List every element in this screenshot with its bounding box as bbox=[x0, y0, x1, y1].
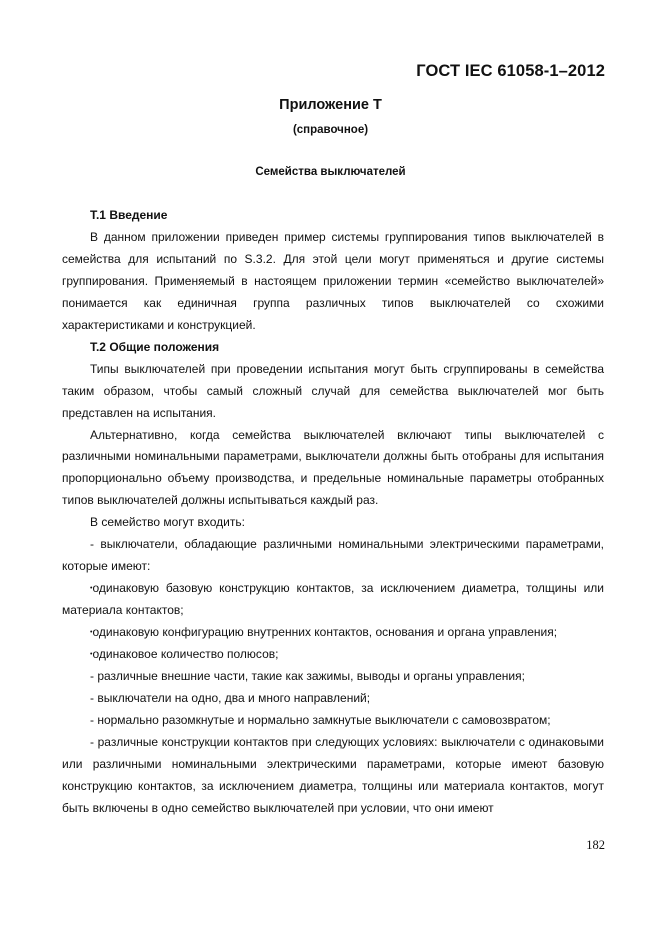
list-item-external-parts: - различные внешние части, такие как зажимы, выводы и органы управления; bbox=[90, 669, 525, 684]
sublist-item-text: одинаковое количество полюсов; bbox=[92, 647, 279, 662]
list-item-contact-constructions: - различные конструкции контактов при следующих условиях: выключатели с одинаковыми или различными номинальными электрическими параметрами, которые имеют базовую конструкцию контактов, за исключением диаметра, толщины или материала контактов, могут быть включены в одно семейство выключателей при условии, что они имеют bbox=[62, 735, 604, 816]
paragraph-t2-alternative: Альтернативно, когда семейства выключателей включают типы выключателей с различными номинальными параметрами, выключатели должны быть отобраны для испытания пропорционально объему производства, и предельные номинальные параметры отобранных типов выключателей должны испытываться каждый раз. bbox=[62, 427, 604, 508]
page-number: 182 bbox=[586, 838, 605, 852]
paragraph-t2-family-includes: В семейство могут входить: bbox=[90, 515, 245, 530]
section-heading-t2: Т.2 Общие положения bbox=[90, 339, 220, 354]
list-item-directions: - выключатели на одно, два и много направлений; bbox=[90, 691, 371, 706]
bullet-icon: • bbox=[90, 629, 93, 637]
bullet-icon: • bbox=[90, 651, 93, 659]
sublist-item-configuration bbox=[62, 622, 604, 644]
annex-heading: Семейства выключателей bbox=[255, 166, 406, 178]
document-body bbox=[62, 205, 604, 820]
paragraph-t1-intro: В данном приложении приведен пример системы группирования типов выключателей в семейства для испытаний по S.3.2. Для этой цели могут применяться и другие системы группирования. Применяемый в настоящем приложении термин «семейство выключателей» понимается как единичная группа различных типов выключателей со схожими характеристиками и конструкцией. bbox=[62, 229, 604, 332]
list-item-ratings: - выключатели, обладающие различными номинальными электрическими параметрами, которые имеют: bbox=[62, 537, 604, 574]
sublist-item-text: одинаковую базовую конструкцию контактов, за исключением диаметра, толщины или материала контактов; bbox=[62, 581, 604, 618]
bullet-icon: • bbox=[90, 585, 93, 593]
list-item-momentary: - нормально разомкнутые и нормально замкнутые выключатели с самовозвратом; bbox=[90, 713, 551, 728]
sublist-item-poles bbox=[62, 644, 604, 666]
sublist-item-contact-design bbox=[62, 578, 604, 622]
document-code: ГОСТ IEC 61058-1–2012 bbox=[416, 62, 605, 80]
paragraph-t2-grouping: Типы выключателей при проведении испытания могут быть сгруппированы в семейства таким образом, чтобы самый сложный случай для семейства выключателей мог быть представлен на испытания. bbox=[62, 361, 604, 420]
annex-subtitle: (справочное) bbox=[292, 124, 369, 136]
section-heading-t1: Т.1 Введение bbox=[90, 208, 168, 222]
annex-title: Приложение Т bbox=[279, 97, 382, 113]
sublist-item-text: одинаковую конфигурацию внутренних контактов, основания и органа управления; bbox=[92, 625, 558, 640]
